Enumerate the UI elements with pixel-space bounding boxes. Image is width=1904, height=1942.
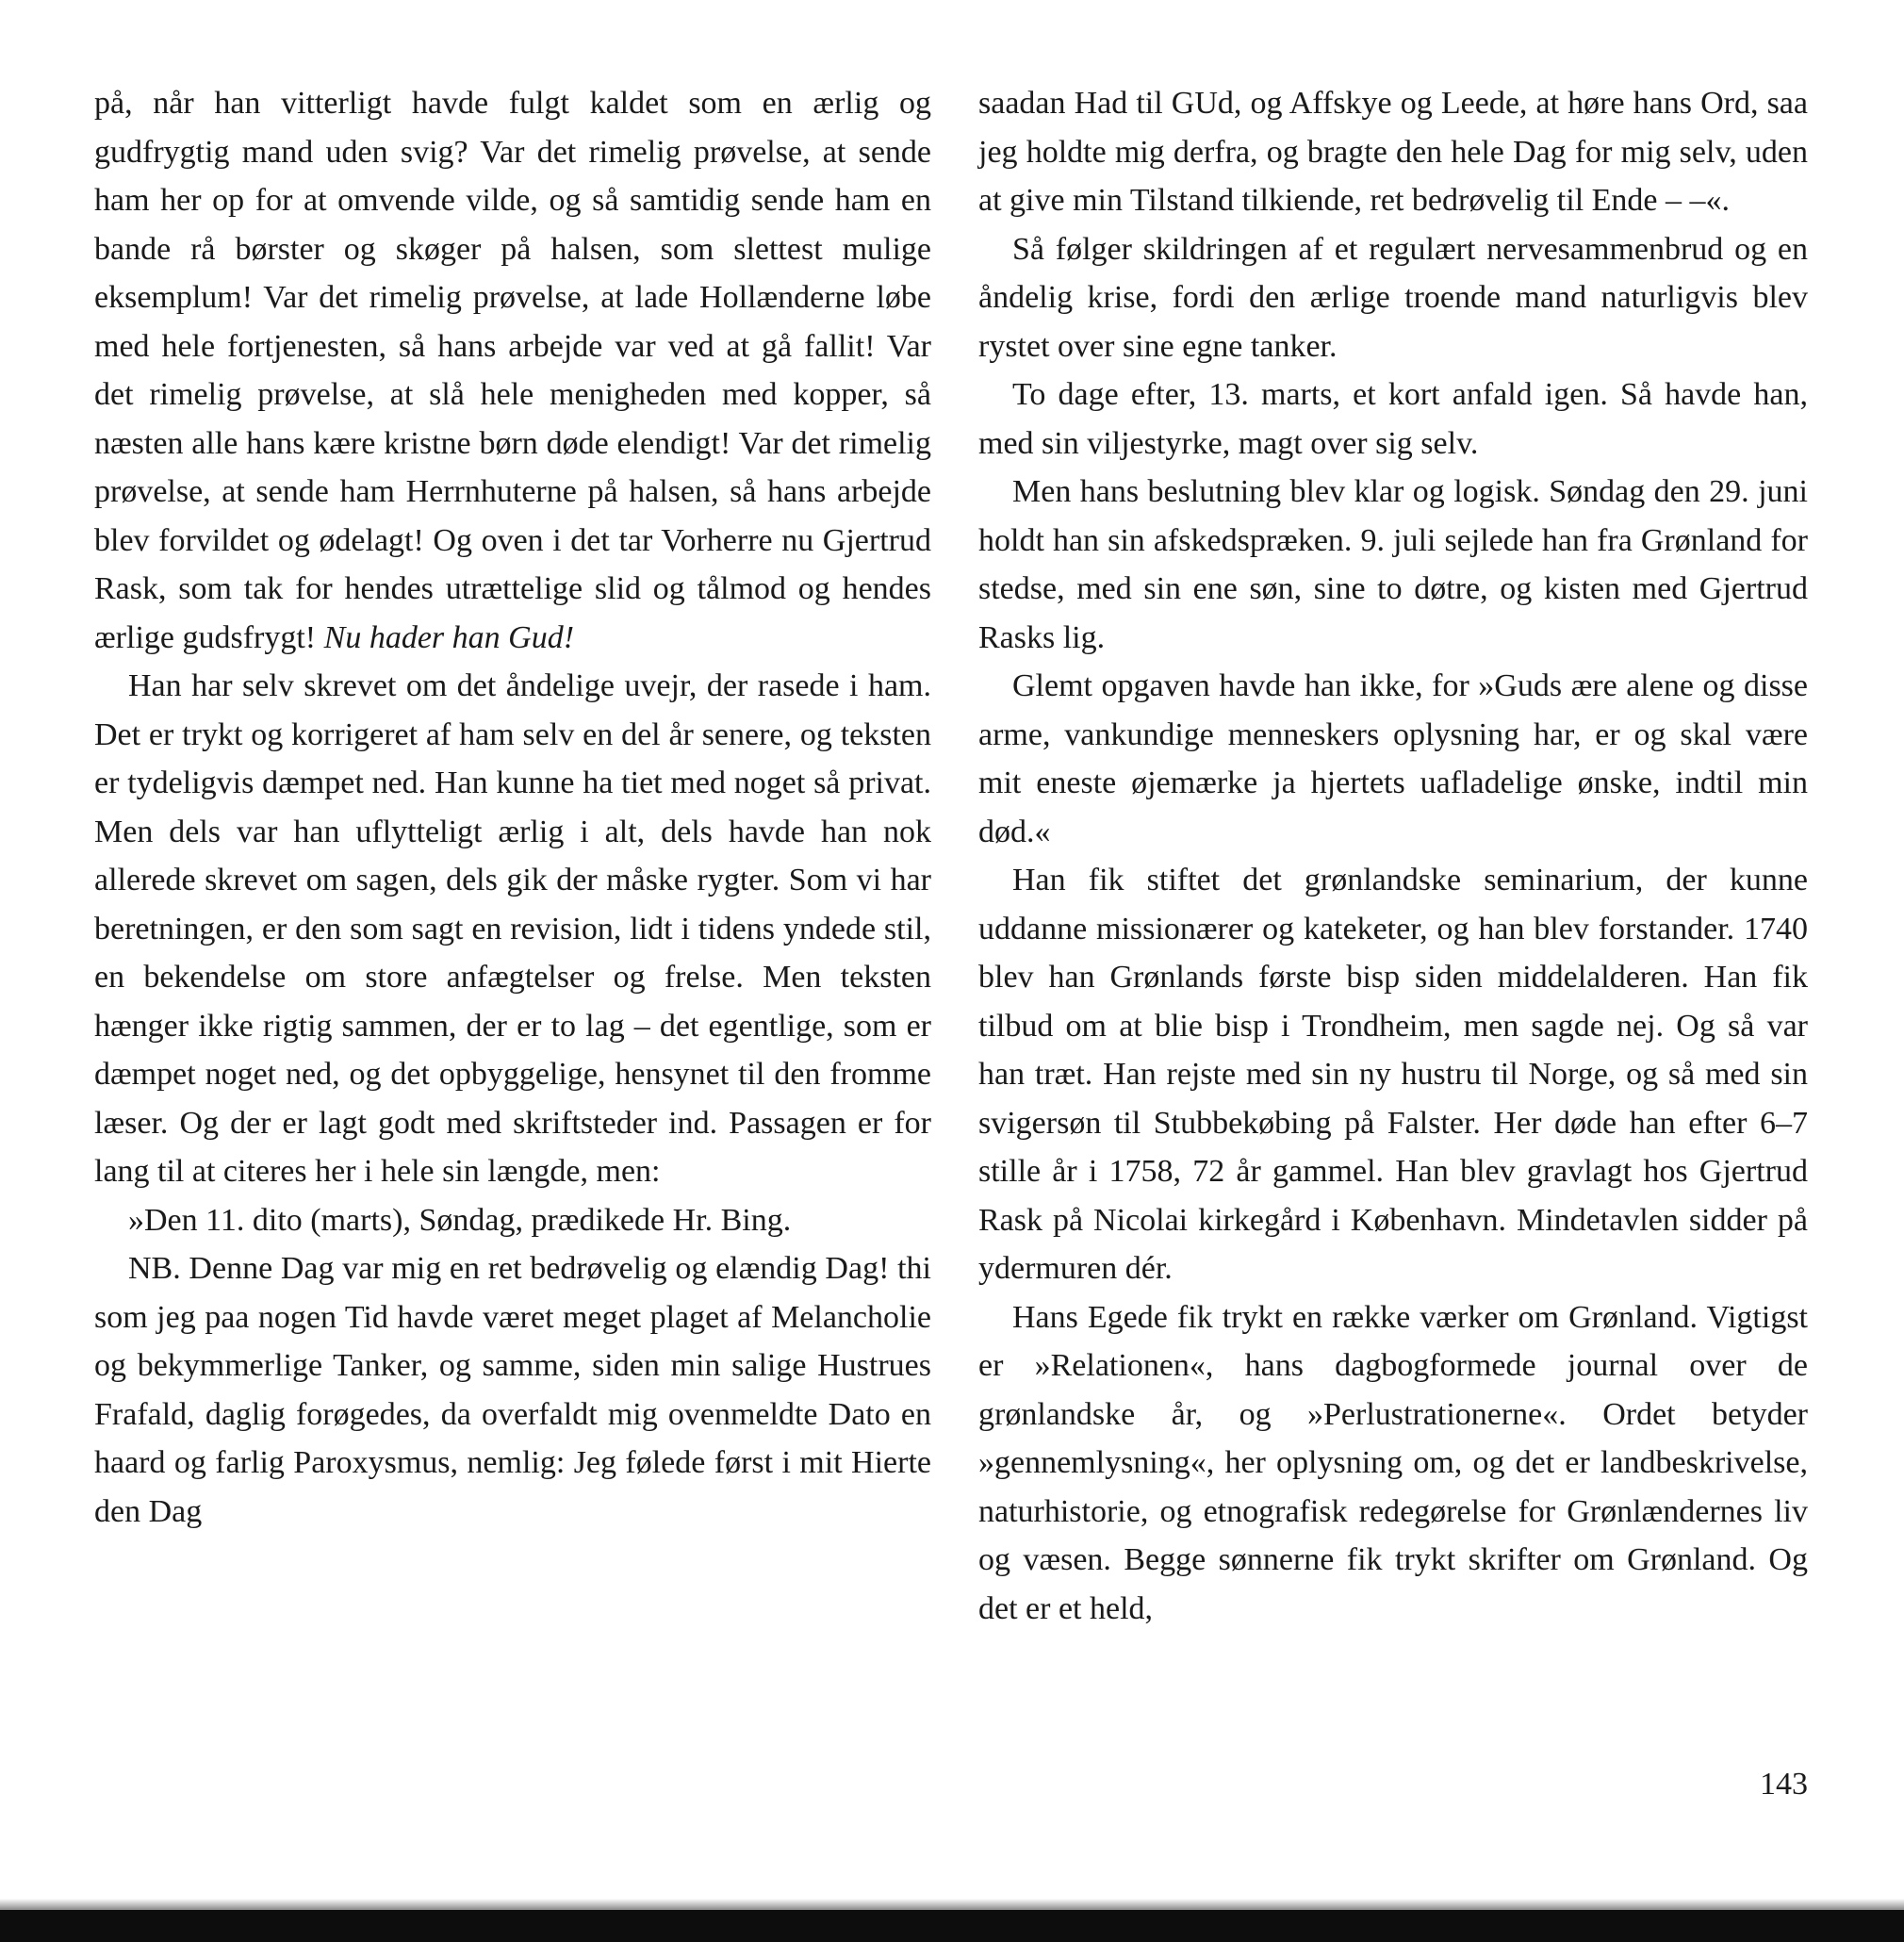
quote-paragraph: »Den 11. dito (marts), Søndag, prædikede Hr. Bing. [128, 1202, 792, 1238]
paragraph [94, 79, 931, 662]
paragraph: Han har selv skrevet om det åndelige uvejr, der rasede i ham. Det er trykt og korrigeret af ham selv en del år senere, og teksten er tydeligvis dæmpet ned. Han kunne ha tiet med noget så privat. Men dels var han uflytteligt ærlig i alt, dels havde han nok allerede skrevet om sagen, dels gik der måske rygter. Som vi har beretningen, er den som sagt en revision, lidt i tidens yndede stil, en bekendelse om store anfægtelser og frelse. Men teksten hænger ikke rigtig sammen, der er to lag – det egentlige, som er dæmpet noget ned, og det opbyggelige, hensynet til den fromme læser. Og der er lagt godt med skriftsteder ind. Passagen er for lang til at citeres her i hele sin længde, men: [94, 668, 931, 1189]
quote-paragraph: saadan Had til GUd, og Affskye og Leede, at høre hans Ord, saa jeg holdte mig derfra, og bragte den hele Dag for mig selv, uden at give min Tilstand tilkiende, ret bedrøvelig til Ende – –«. [978, 86, 1808, 218]
right-column [978, 79, 1808, 1633]
page-number: 143 [1760, 1767, 1808, 1802]
paragraph-text: på, når han vitterligt havde fulgt kaldet som en ærlig og gudfrygtig mand uden svig? Var det rimelig prøvelse, at sende ham her op for at omvende vilde, og så samtidig sende ham en bande rå børster og skøger på halsen, som slettest mulige eksemplum! Var det rimelig prøvelse, at lade Hollænderne løbe med hele fortjenesten, så hans arbejde var ved at gå fallit! Var det rimelig prøvelse, at slå hele menigheden med kopper, så næsten alle hans kære kristne børn døde elendigt! Var det rimelig prøvelse, at sende ham Herrnhuterne på halsen, så hans arbejde blev forvildet og ødelagt! Og oven i det tar Vorherre nu Gjertrud Rask, som tak for hendes utrættelige slid og tålmod og hendes ærlige gudsfrygt! [94, 86, 931, 655]
paragraph: Så følger skildringen af et regulært nervesammenbrud og en åndelig krise, fordi den ærlige troende mand naturligvis blev rystet over sine egne tanker. [978, 231, 1808, 364]
italic-emphasis: Nu hader han Gud! [323, 619, 575, 655]
paragraph: Glemt opgaven havde han ikke, for »Guds ære alene og disse arme, vankundige menneskers oplysning har, er og skal være mit eneste øjemærke ja hjertets uafladelige ønske, indtil min død.« [978, 668, 1808, 849]
paragraph: Men hans beslutning blev klar og logisk. Søndag den 29. juni holdt han sin afskedspræken. 9. juli sejlede han fra Grønland for stedse, med sin ene søn, sine to døtre, og kisten med Gjertrud Rasks lig. [978, 474, 1808, 655]
scan-border [0, 1910, 1904, 1942]
left-column [94, 79, 931, 1536]
page-edge-shadow [0, 1899, 1904, 1910]
paragraph: Han fik stiftet det grønlandske seminarium, der kunne uddanne missionærer og kateketer, og han blev forstander. 1740 blev han Grønlands første bisp siden middelalderen. Han fik tilbud om at blie bisp i Trondheim, men sagde nej. Og så var han træt. Han rejste med sin ny hustru til Norge, og så med sin svigersøn til Stubbekøbing på Falster. Her døde han efter 6–7 stille år i 1758, 72 år gammel. Han blev gravlagt hos Gjertrud Rask på Nicolai kirkegård i København. Mindetavlen sidder på ydermuren dér. [978, 863, 1808, 1286]
quote-paragraph: NB. Denne Dag var mig en ret bedrøvelig og elændig Dag! thi som jeg paa nogen Tid havde været meget plaget af Melancholie og bekymmerlige Tanker, og samme, siden min salige Hustrues Frafald, daglig forøgedes, da overfaldt mig ovenmeldte Dato en haard og farlig Paroxysmus, nemlig: Jeg følede først i mit Hierte den Dag [94, 1251, 931, 1529]
paragraph: To dage efter, 13. marts, et kort anfald igen. Så havde han, med sin viljestyrke, magt over sig selv. [978, 377, 1808, 461]
paragraph: Hans Egede fik trykt en række værker om Grønland. Vigtigst er »Relationen«, hans dagbogformede journal over de grønlandske år, og »Perlustrationerne«. Ordet betyder »gennemlysning«, her oplysning om, og det er landbeskrivelse, naturhistorie, og etnografisk redegørelse for Grønlændernes liv og væsen. Begge sønnerne fik trykt skrifter om Grønland. Og det er et held, [978, 1299, 1808, 1626]
